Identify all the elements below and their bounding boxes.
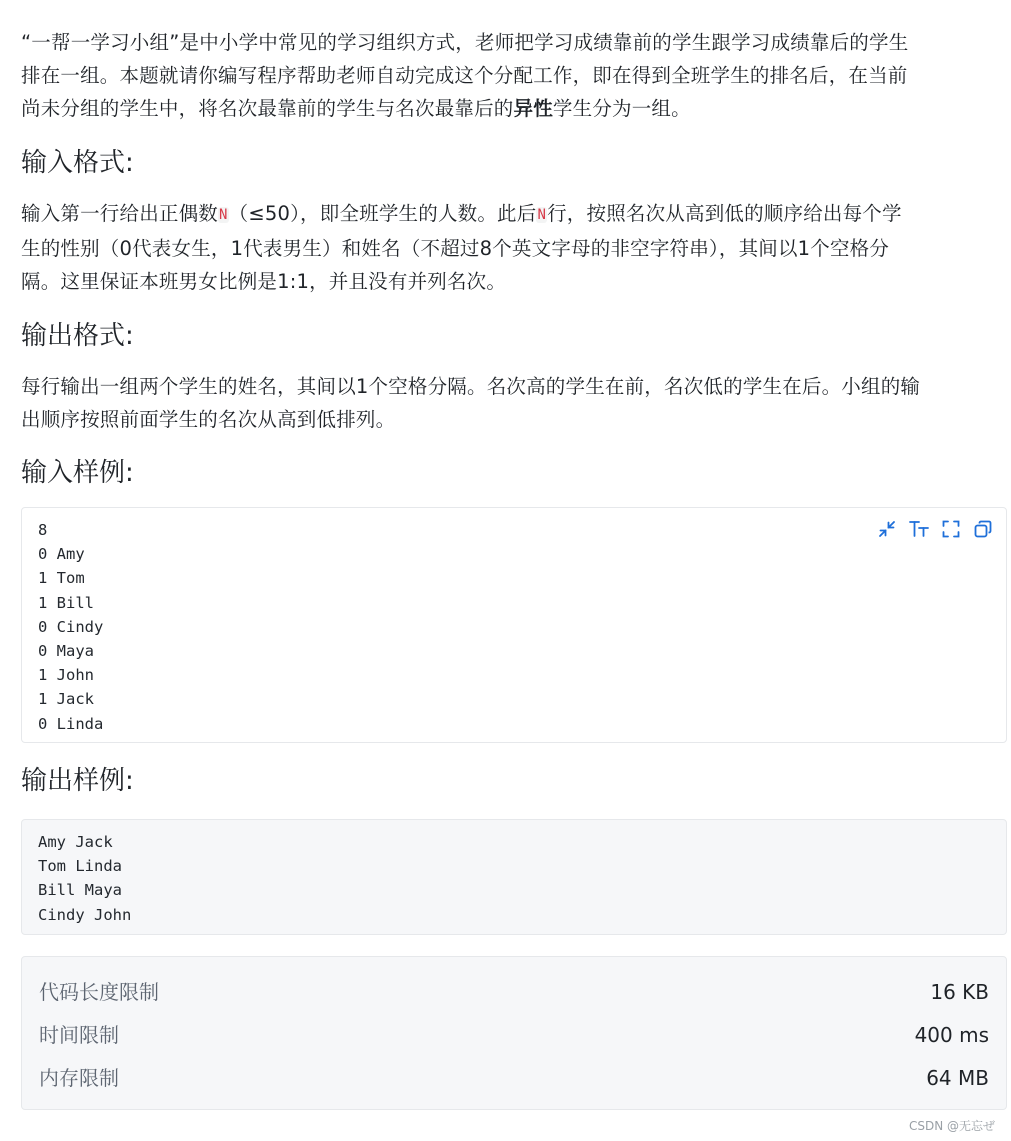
- code-line: 1 John: [38, 666, 94, 685]
- collapse-icon[interactable]: [876, 518, 898, 540]
- code-toolbar: [876, 518, 994, 540]
- watermark: CSDN @无忘ぜ: [908, 1119, 995, 1133]
- font-size-icon[interactable]: [908, 518, 930, 540]
- limit-label: 时间限制: [39, 1023, 119, 1047]
- limit-label: 内存限制: [39, 1066, 119, 1090]
- limit-value: 16 KB: [930, 980, 989, 1004]
- output-format-heading: 输出格式:: [21, 321, 134, 351]
- problem-description: [21, 26, 1007, 125]
- code-line: 0 Linda: [38, 714, 104, 733]
- inline-code: N: [537, 207, 547, 223]
- description-text: 尚未分组的学生中，将名次最靠前的学生与名次最靠后的: [21, 97, 514, 120]
- limit-row-memory: [39, 1057, 989, 1100]
- limit-value: 64 MB: [926, 1066, 989, 1090]
- copy-icon[interactable]: [972, 518, 994, 540]
- code-line: 0 Amy: [38, 545, 85, 564]
- code-line: 1 Jack: [38, 690, 94, 709]
- code-line: Tom Linda: [38, 857, 122, 876]
- sample-input-block: [21, 507, 1007, 743]
- problem-page: [21, 26, 1007, 1110]
- sample-output-block: [21, 819, 1007, 935]
- limit-value: 400 ms: [914, 1023, 989, 1047]
- output-format-body: [21, 370, 1007, 436]
- code-line: 0 Maya: [38, 642, 94, 661]
- input-format-line: 生的性别（0代表女生，1代表男生）和姓名（不超过8个英文字母的非空字符串），其间以1个空格分: [21, 237, 890, 260]
- code-line: 1 Tom: [38, 569, 85, 588]
- limit-row-time: [39, 1014, 989, 1057]
- fullscreen-icon[interactable]: [940, 518, 962, 540]
- description-text: 学生分为一组。: [552, 97, 691, 120]
- code-line: 1 Bill: [38, 593, 94, 612]
- description-line: “一帮一学习小组”是中小学中常见的学习组织方式，老师把学习成绩靠前的学生跟学习成绩靠后的学生: [21, 31, 909, 54]
- limits-panel: [21, 956, 1007, 1110]
- output-format-line: 每行输出一组两个学生的姓名，其间以1个空格分隔。名次高的学生在前，名次低的学生在后。小组的输: [21, 375, 921, 398]
- limit-row-code-length: [39, 971, 989, 1014]
- input-format-body: [21, 197, 1007, 298]
- limit-label: 代码长度限制: [39, 980, 159, 1004]
- input-format-text: （≤50），即全班学生的人数。此后: [228, 202, 537, 225]
- input-format-text: 输入第一行给出正偶数: [21, 202, 219, 225]
- code-line: Amy Jack: [38, 833, 113, 851]
- code-line: Cindy John: [38, 905, 132, 924]
- code-line: 8: [38, 521, 48, 539]
- code-line: 0 Cindy: [38, 617, 104, 636]
- description-line: 排在一组。本题就请你编写程序帮助老师自动完成这个分配工作，即在得到全班学生的排名后，在当前: [21, 64, 908, 87]
- input-format-heading: 输入格式:: [21, 148, 134, 178]
- description-bold-text: 异性: [513, 97, 553, 120]
- inline-code: N: [219, 207, 228, 223]
- code-line: Bill Maya: [38, 881, 122, 900]
- sample-input-lines: [38, 518, 990, 736]
- input-format-line: 隔。这里保证本班男女比例是1:1，并且没有并列名次。: [21, 270, 507, 293]
- sample-input-heading: 输入样例:: [21, 458, 134, 488]
- input-format-text: 行，按照名次从高到低的顺序给出每个学: [547, 202, 902, 225]
- description-line: [21, 92, 1007, 125]
- input-format-line: [21, 197, 1007, 232]
- output-format-line: 出顺序按照前面学生的名次从高到低排列。: [21, 408, 396, 431]
- sample-output-heading: 输出样例:: [21, 766, 134, 796]
